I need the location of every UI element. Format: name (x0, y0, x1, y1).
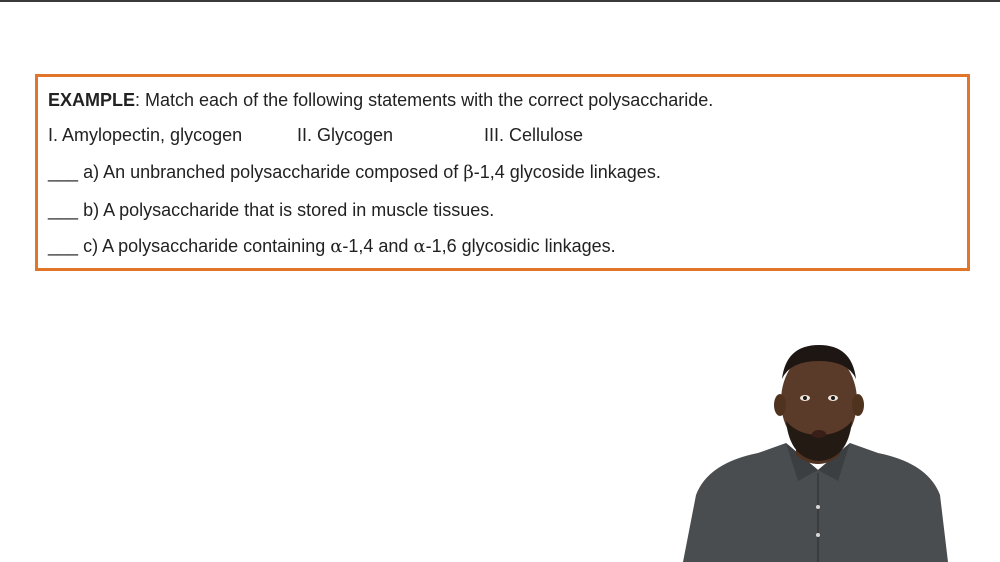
top-divider (0, 0, 1000, 2)
example-heading: EXAMPLE (48, 90, 136, 110)
statement-c-prefix: c) A polysaccharide containing (83, 236, 331, 256)
statement-a-middle: -1,4 glycoside linkages. (473, 162, 661, 182)
shirt-button (816, 505, 820, 509)
presenter-pupil-right (831, 396, 835, 400)
example-prompt: : Match each of the following statements with the correct polysaccharide. (135, 90, 714, 110)
answer-blank-a[interactable]: ___ (48, 162, 79, 182)
statement-c (48, 236, 616, 257)
answer-blank-b[interactable]: ___ (48, 200, 79, 220)
presenter-video (678, 335, 958, 562)
presenter-mouth (812, 430, 826, 438)
option-1: I. Amylopectin, glycogen (48, 125, 243, 145)
presenter-pupil-left (803, 396, 807, 400)
option-3: III. Cellulose (484, 125, 584, 145)
answer-blank-c[interactable]: ___ (48, 236, 79, 256)
statement-a (48, 162, 661, 183)
statement-b-text: b) A polysaccharide that is stored in muscle tissues. (83, 200, 495, 220)
option-2: II. Glycogen (297, 125, 394, 145)
statement-c-suffix: -1,6 glycosidic linkages. (425, 236, 616, 256)
statement-b (48, 200, 494, 220)
example-prompt-line (48, 90, 713, 110)
beta-symbol: β (463, 162, 474, 183)
presenter-ear-right (852, 394, 864, 416)
statement-c-middle: -1,4 and (342, 236, 414, 256)
alpha-symbol-2: α (413, 236, 426, 257)
statement-a-prefix: a) An unbranched polysaccharide composed of (83, 162, 464, 182)
shirt-button (816, 533, 820, 537)
alpha-symbol-1: α (330, 236, 343, 257)
presenter-ear-left (774, 394, 786, 416)
